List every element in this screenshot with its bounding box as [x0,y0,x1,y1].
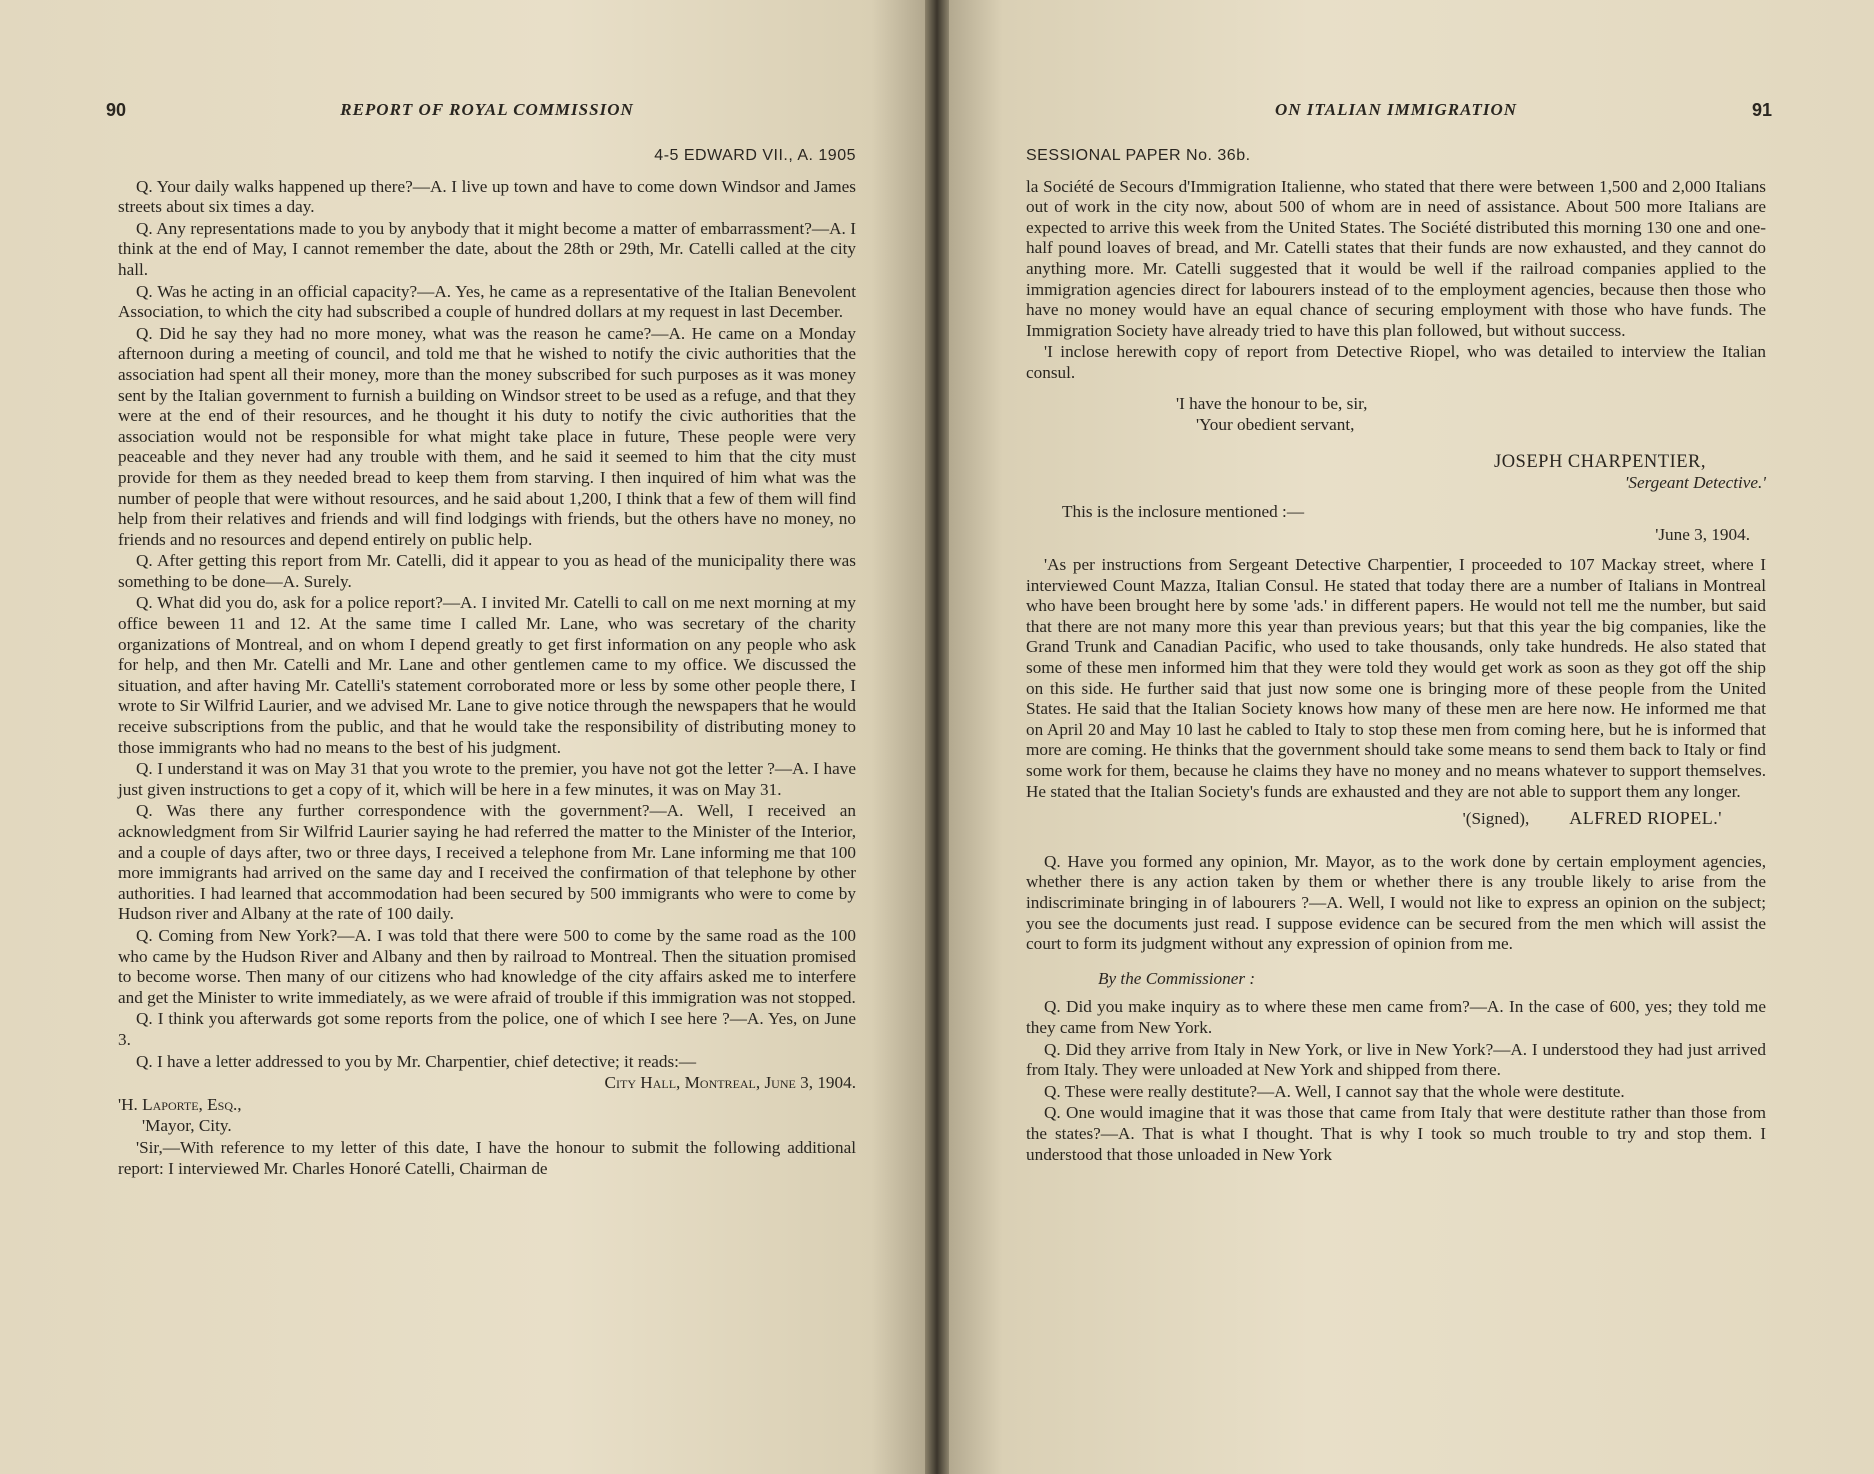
paragraph: Q. These were really destitute?—A. Well, I cannot say that the whole were destitute. [1044,1081,1625,1101]
paragraph: Q. Have you formed any opinion, Mr. Mayor, as to the work done by certain employment agencies, whether there is any action taken by them or whether there is any trouble likely to arise from the indiscriminate bringing in of labourers ?—A. Well, I would not like to express an opinion on the subject; you see the documents just read. I suppose evidence can be secured from the men which will assist the court to form its judgment without any expression of opinion from me. [1026,851,1766,954]
paragraph: Q. What did you do, ask for a police report?—A. I invited Mr. Catelli to call on me next morning at my office beween 11 and 12. At the same time I called Mr. Lane, who was secretary of the charity organizations of Montreal, and on whom I depend greatly to get first information on any people who ask for help, and then Mr. Catelli and Mr. Lane and other gentlemen came to my office. We discussed the situation, and after having Mr. Catelli's statement corroborated more or less by some other people there, I wrote to Sir Wilfrid Laurier, and we advised Mr. Lane to give notice through the newspapers that he would receive subscriptions from the public, and that he would take the responsibility of distributing money to those immigrants who had no means to the best of his judgment. [118,593,856,757]
signed-name: ALFRED RIOPEL.' [1569,808,1722,829]
paragraph: Q. Did they arrive from Italy in New York, or live in New York?—A. I understood they had just arrived from Italy. They were unloaded at New York and shipped from there. [1026,1039,1766,1080]
inclosure-line: This is the inclosure mentioned :— [1062,501,1305,521]
left-running-head [106,100,856,126]
paragraph: Q. Was he acting in an official capacity?—A. Yes, he came as a representative of the Italian Benevolent Association, to which the city had subscribed a couple of hundred dollars at my request in last December. [118,281,856,322]
paragraph: Q. I understand it was on May 31 that you wrote to the premier, you have not got the letter ?—A. I have just given instructions to get a copy of it, which will be here in a few minutes, it was on May 31. [118,759,856,799]
letter-dateline: City Hall, Montreal, June 3, 1904. [604,1073,856,1093]
book-gutter [925,0,949,1474]
right-running-title: ON ITALIAN IMMIGRATION [1274,100,1518,119]
paragraph: 'I inclose herewith copy of report from Detective Riopel, who was detailed to interview the Italian consul. [1026,342,1766,382]
paragraph: Q. Did you make inquiry as to where these men came from?—A. In the case of 600, yes; they told me they came from New York. [1026,997,1766,1037]
paragraph: Q. After getting this report from Mr. Catelli, did it appear to you as head of the municipality there was something to be done—A. Surely. [118,551,856,591]
letter-closing: 'I have the honour to be, sir, [1176,393,1368,413]
inclosure-text: 'As per instructions from Sergeant Detective Charpentier, I proceeded to 107 Mackay street, where I interviewed Count Mazza, Italian Consul. He stated that today there are a number of Italians in Montreal who have been brought here by some 'ads.' in different papers. He would not tell me the number, but said that there are not many more this year than previous years; but that this year the big companies, like the Grand Trunk and Canadian Pacific, who used to take thousands, only take hundreds. He also stated that some of these men informed him that they were told they would get work as soon as they got off the ship on this side. He further said that just now some one is bringing more of these people from the United States. He said that the Italian Society knows how many of these men are here now. He informed me that on April 20 and May 10 last he cabled to Italy to stop these men from coming here, but he is informed that more are coming. He thinks that the government should take some means to send them back to Italy or find some work for them, because he claims they have no money and no means whatever to support themselves. He stated that the Italian Society's funds are exhausted and they are not able to support them any longer. [1026,555,1766,801]
right-page-text [1026,100,1772,1166]
left-running-title: REPORT OF ROYAL COMMISSION [340,100,634,119]
by-commissioner-heading: By the Commissioner : [1098,968,1256,988]
paragraph: Q. Did he say they had no more money, what was the reason he came?—A. He came on a Monday afternoon during a meeting of council, and told me that he wished to notify the civic authorities that the association had spent all their money, more than the money subscribed for such purposes as it was money sent by the Italian government to furnish a building on Windsor street to be used as a refuge, and that they were at the end of their resources, and he thought it his duty to notify the civic authorities that the association would not be responsible for what might take place in future, These people were very peaceable and they never had any trouble with them, and he said it seemed to him that the city must provide for them as they needed bread to keep them from starving. I then inquired of him what was the number of people that were without resources, and he said about 1,200, I think that a few of them will find help from their relatives and friends and will find lodgings with friends, but the others have no money, no friends and no resources and depend entirely on public help. [118,323,856,549]
paragraph: Q. Was there any further correspondence with the government?—A. Well, I received an acknowledgment from Sir Wilfrid Laurier saying he had referred the matter to the Minister of the Interior, and a couple of days after, two or three days, I received a telephone from Mr. Lane informing me that 100 more immigrants had arrived on the same day and I received the confirmation of that telephone by other authorities. I had learned that accommodation had been secured by 500 immigrants who were to come by Hudson river and Albany at the rate of 100 daily. [118,801,856,924]
signatory-title: 'Sergeant Detective.' [1624,473,1766,493]
inclosure-date: 'June 3, 1904. [1655,524,1750,544]
letter-opening: 'Sir,—With reference to my letter of this date, I have the honour to submit the following additional report: I interviewed Mr. Charles Honoré Catelli, Chairman de [118,1137,856,1178]
paragraph: Q. I think you afterwards got some reports from the police, one of which I see here ?—A. Yes, on June 3. [118,1009,856,1049]
right-running-head [1026,100,1772,126]
letter-addressee-title: 'Mayor, City. [142,1116,232,1136]
paragraph: Q. I have a letter addressed to you by Mr. Charpentier, chief detective; it reads:— [136,1051,697,1071]
left-page-text [106,100,856,1180]
signed-label: '(Signed), [1462,809,1530,829]
left-session-line: 4-5 EDWARD VII., A. 1905 [654,147,856,164]
paragraph: Q. Your daily walks happened up there?—A. I live up town and have to come down Windsor and James streets about six times a day. [118,176,856,217]
paragraph: la Société de Secours d'Immigration Italienne, who stated that there were between 1,500 and 2,000 Italians out of work in the city now, about 500 of whom are in need of assistance. About 500 more Italians are expected to arrive this week from the United States. The Société distributed this morning 130 one and one-half pound loaves of bread, and Mr. Catelli states that their funds are now exhausted, and they cannot do anything more. Mr. Catelli suggested that it would be well if the railroad companies applied to the immigration agencies direct for labourers instead of to the employment agencies, because then those who have no money would have an equal chance of securing employment with those who have funds. The Immigration Society have already tried to have this plan followed, but without success. [1026,176,1766,340]
signed-line [1026,808,1766,830]
left-page-number: 90 [106,100,127,120]
right-page [937,0,1874,1474]
paragraph: Q. One would imagine that it was those that came from Italy that were destitute rather than those from the states?—A. That is what I thought. That is why I took so much trouble to try and stop them. I understood that those unloaded in New York [1026,1103,1766,1164]
letter-closing: 'Your obedient servant, [1196,415,1355,435]
right-session-line: SESSIONAL PAPER No. 36b. [1026,147,1251,164]
paragraph: Q. Any representations made to you by anybody that it might become a matter of embarrassment?—A. I think at the end of May, I cannot remember the date, about the 28th or 29th, Mr. Catelli called at the city hall. [118,218,856,279]
letter-addressee: 'H. Laporte, Esq., [118,1094,242,1114]
paragraph: Q. Coming from New York?—A. I was told that there were 500 to come by the same road as the 100 who came by the Hudson River and Albany and then by railroad to Montreal. Then the situation promised to become worse. Then many of our citizens who had knowledge of the city affairs asked me to interfere and get the Minister to write immediately, as we were afraid of trouble if this immigration was not stopped. [118,925,856,1007]
right-page-number: 91 [1751,100,1772,120]
signatory-name: JOSEPH CHARPENTIER, [1494,451,1706,472]
